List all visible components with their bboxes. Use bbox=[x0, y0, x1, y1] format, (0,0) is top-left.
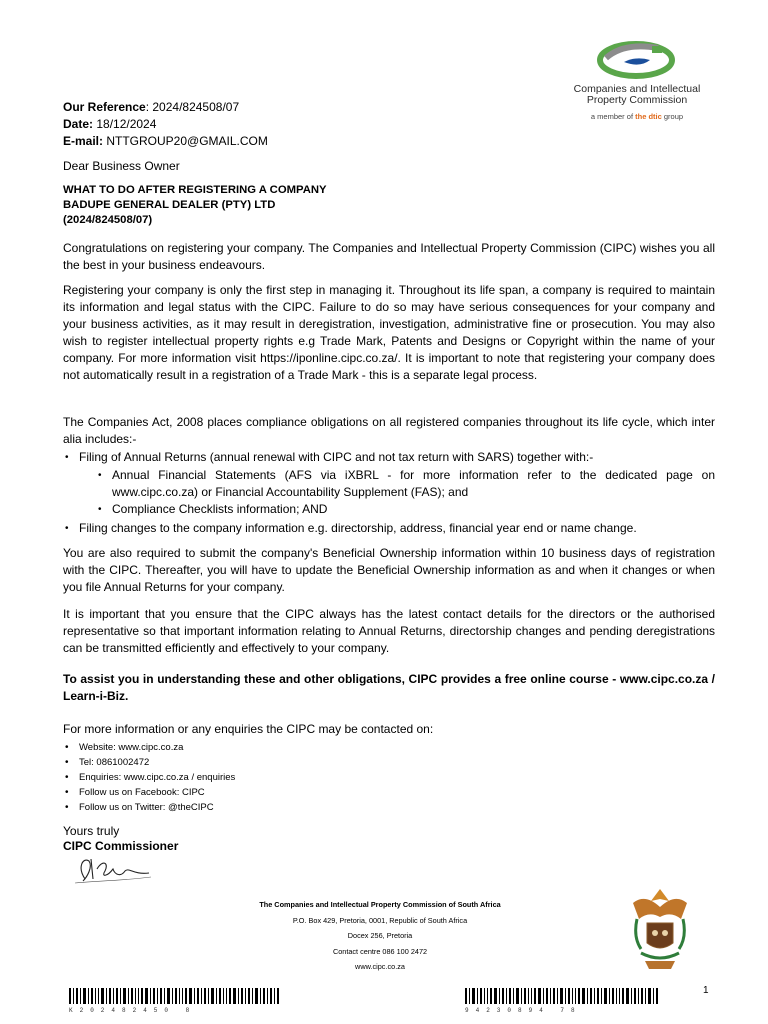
email-line bbox=[63, 133, 268, 150]
letter-heading bbox=[63, 183, 327, 228]
footer-contact-centre: Contact centre 086 100 2472 bbox=[332, 946, 428, 956]
reference-block bbox=[63, 99, 268, 150]
reference-value: : 2024/824508/07 bbox=[145, 100, 240, 114]
heading-line3: (2024/824508/07) bbox=[63, 214, 153, 226]
footer-website: www.cipc.co.za bbox=[355, 962, 405, 971]
salutation: Dear Business Owner bbox=[63, 159, 180, 173]
email-value: NTTGROUP20@GMAIL.COM bbox=[103, 134, 268, 148]
contact-website: • Website: www.cipc.co.za bbox=[63, 740, 235, 755]
obligations-list bbox=[63, 449, 715, 466]
logo-member-prefix: a member of bbox=[590, 112, 636, 121]
contact-list bbox=[63, 740, 235, 815]
logo-text bbox=[566, 84, 708, 106]
date-line bbox=[63, 116, 268, 133]
barcode-left bbox=[69, 988, 279, 1012]
paragraph-companies-act: The Companies Act, 2008 places compliance obligations on all registered companies throughout its life cycle, which inter alia includes:- bbox=[63, 415, 715, 446]
reference-line bbox=[63, 99, 268, 116]
footer-docex: Docex 256, Pretoria bbox=[347, 931, 413, 940]
heading-line2: BADUPE GENERAL DEALER (PTY) LTD bbox=[63, 199, 276, 211]
signature bbox=[63, 853, 157, 887]
contact-twitter: • Follow us on Twitter: @theCIPC bbox=[63, 800, 235, 815]
list-item: • Filing changes to the company information e.g. directorship, address, financial year end or name change. bbox=[63, 520, 715, 537]
barcode-right-digits: 94230894 78 bbox=[465, 1007, 582, 1014]
obligations-sublist bbox=[96, 467, 715, 518]
page-number: 1 bbox=[703, 985, 709, 996]
list-item: • Annual Financial Statements (AFS via iXBRL - for more information refer to the dedicated page on www.cipc.co.za) or Financial Accountability Supplement (FAS); and bbox=[96, 467, 715, 501]
reference-label: Our Reference bbox=[63, 100, 146, 114]
email-label: E-mail: bbox=[63, 134, 104, 148]
closing-signatory: CIPC Commissioner bbox=[63, 839, 179, 853]
contact-intro: For more information or any enquiries the CIPC may be contacted on: bbox=[63, 722, 434, 736]
paragraph-learn-i-biz: To assist you in understanding these and other obligations, CIPC provides a free online course - www.cipc.co.za / Learn-i-Biz. bbox=[63, 672, 715, 703]
date-value: 18/12/2024 bbox=[93, 117, 157, 131]
paragraph-registering: Registering your company is only the first step in managing it. Throughout its life span, a company is required to maintain its information and legal status with the CIPC. Failure to do so may have serious consequences for your company and your business activities, as it may result in deregistration, investigation, administrative fine or prosecution. You may also wish to register intellectual property rights e.g Trade Mark, Patents and Designs or Copyright within the name of your company. For more information visit https://iponline.cipc.co.za/. It is important to note that registering your company does not automatically result in a registration of a Trade Mark - this is a separate legal process. bbox=[63, 283, 715, 382]
obligations-list-continued bbox=[63, 520, 715, 537]
logo-name-line1: Companies and Intellectual bbox=[573, 83, 701, 95]
footer-org-name: The Companies and Intellectual Property Commission of South Africa bbox=[259, 900, 501, 909]
contact-enquiries: • Enquiries: www.cipc.co.za / enquiries bbox=[63, 770, 235, 785]
heading-line1: WHAT TO DO AFTER REGISTERING A COMPANY bbox=[63, 184, 327, 196]
closing-yours: Yours truly bbox=[63, 824, 120, 838]
logo-name-line2: Property Commission bbox=[586, 94, 688, 106]
list-item: • Filing of Annual Returns (annual renewal with CIPC and not tax return with SARS) together with:- bbox=[63, 449, 715, 466]
footer-address bbox=[210, 897, 550, 975]
barcode-left-digits: K202482450 8 bbox=[69, 1007, 197, 1014]
coat-of-arms-icon bbox=[625, 883, 695, 975]
closing-block bbox=[63, 824, 178, 854]
barcode-bars-right bbox=[465, 988, 660, 1004]
contact-facebook: • Follow us on Facebook: CIPC bbox=[63, 785, 235, 800]
paragraph-beneficial-ownership: You are also required to submit the company's Beneficial Ownership information within 10 business days of registration with the CIPC. Thereafter, you will have to update the Beneficial Ownership information as and when it changes or when you file Annual Returns for your company. bbox=[63, 546, 715, 594]
date-label: Date: bbox=[63, 117, 94, 131]
footer-po-box: P.O. Box 429, Pretoria, 0001, Republic of South Africa bbox=[292, 915, 468, 925]
logo-member-suffix: group bbox=[661, 112, 684, 121]
logo-member-line bbox=[566, 112, 708, 121]
barcode-bars-left bbox=[69, 988, 279, 1004]
paragraph-congratulations: Congratulations on registering your company. The Companies and Intellectual Property Commission (CIPC) wishes you all the best in your business endeavours. bbox=[63, 241, 715, 272]
paragraph-contact-details: It is important that you ensure that the CIPC always has the latest contact details for the directors or the authorised representative so that important information relating to Annual Returns, directorship changes and pending deregistrations can be transmitted efficiently and effectively to your company. bbox=[63, 607, 715, 655]
cipc-swirl-icon bbox=[566, 36, 708, 86]
contact-tel: • Tel: 0861002472 bbox=[63, 755, 235, 770]
barcode-right bbox=[465, 988, 660, 1012]
list-item: • Compliance Checklists information; AND bbox=[96, 501, 715, 518]
logo-member-brand: the dtic bbox=[635, 112, 662, 121]
